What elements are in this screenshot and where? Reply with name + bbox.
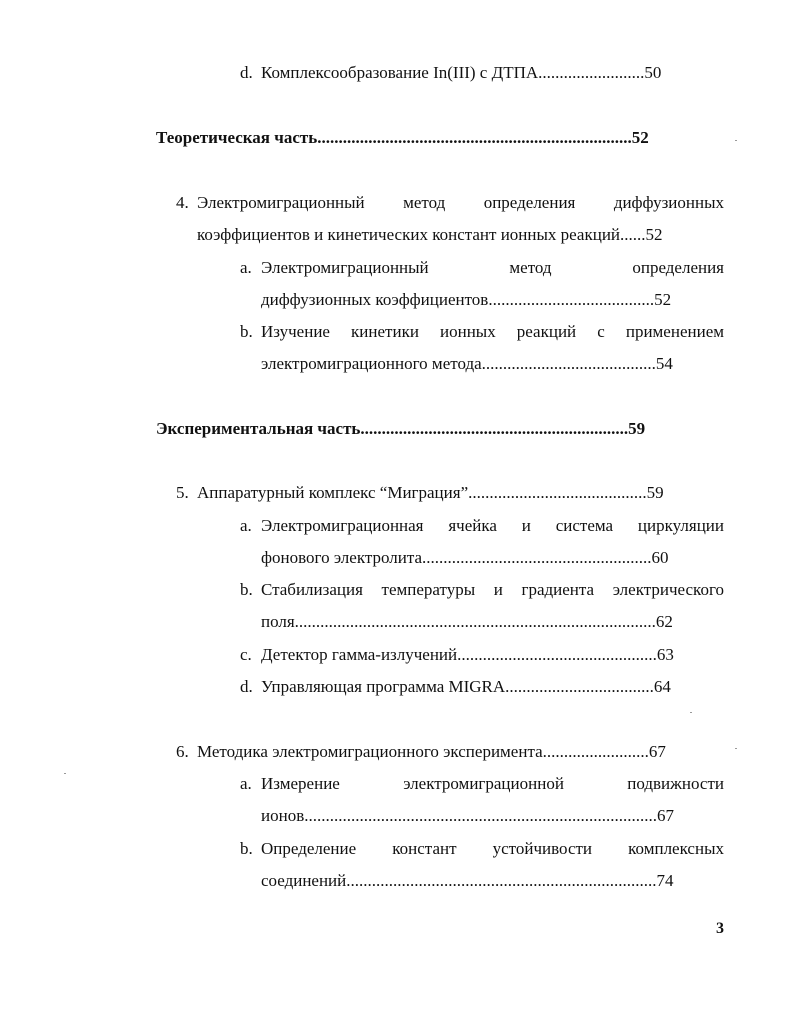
toc-marker: b. (240, 322, 253, 341)
section-heading-experimental: Экспериментальная часть...............................................................59 (156, 419, 646, 438)
toc-entry-5a-line1: Электромиграционная ячейка и система циркуляции (261, 516, 724, 535)
toc-entry-5d: Управляющая программа MIGRA...................................64 (261, 677, 671, 696)
toc-entry-4-line1: Электромиграционный метод определения диффузионных (197, 193, 724, 212)
toc-entry-4b-line1: Изучение кинетики ионных реакций с применением (261, 322, 724, 341)
toc-entry-4a-line1: Электромиграционный метод определения (261, 258, 724, 277)
toc-marker: a. (240, 258, 252, 277)
scan-speck (735, 748, 737, 749)
scan-speck (690, 712, 692, 713)
toc-marker: 4. (176, 193, 189, 212)
toc-marker: a. (240, 774, 252, 793)
toc-entry-5: Аппаратурный комплекс “Миграция”..........................................59 (197, 483, 664, 502)
toc-marker: 6. (176, 742, 189, 761)
toc-marker: c. (240, 645, 252, 664)
page-number: 3 (716, 920, 724, 937)
toc-entry-4b-line2: электромиграционного метода.........................................54 (261, 354, 673, 373)
toc-entry-6a-line1: Измерение электромиграционной подвижности (261, 774, 724, 793)
toc-entry-4-line2: коэффициентов и кинетических констант ионных реакций......52 (197, 225, 663, 244)
toc-entry-complex: Комплексообразование In(III) с ДТПА.........................50 (261, 63, 662, 82)
toc-entry-6a-line2: ионов...................................................................................67 (261, 806, 674, 825)
toc-entry-5c: Детектор гамма-излучений...............................................63 (261, 645, 674, 664)
toc-marker: d. (240, 677, 253, 696)
toc-entry-6b-line2: соединений.........................................................................74 (261, 871, 674, 890)
toc-marker: b. (240, 580, 253, 599)
toc-entry-4a-line2: диффузионных коэффициентов.......................................52 (261, 290, 672, 309)
toc-entry-5a-line2: фонового электролита......................................................60 (261, 548, 669, 567)
toc-marker: a. (240, 516, 252, 535)
toc-marker: 5. (176, 483, 189, 502)
toc-entry-6: Методика электромиграционного эксперимента.........................67 (197, 742, 666, 761)
toc-entry-6b-line1: Определение констант устойчивости комплексных (261, 839, 724, 858)
scan-speck (735, 140, 737, 141)
scan-speck (64, 773, 66, 774)
toc-entry-5b-line1: Стабилизация температуры и градиента электрического (261, 580, 724, 599)
section-heading-theoretical: Теоретическая часть..........................................................................52 (156, 128, 649, 147)
toc-entry-5b-line2: поля.....................................................................................62 (261, 612, 673, 631)
toc-marker: b. (240, 839, 253, 858)
toc-marker: d. (240, 63, 253, 82)
